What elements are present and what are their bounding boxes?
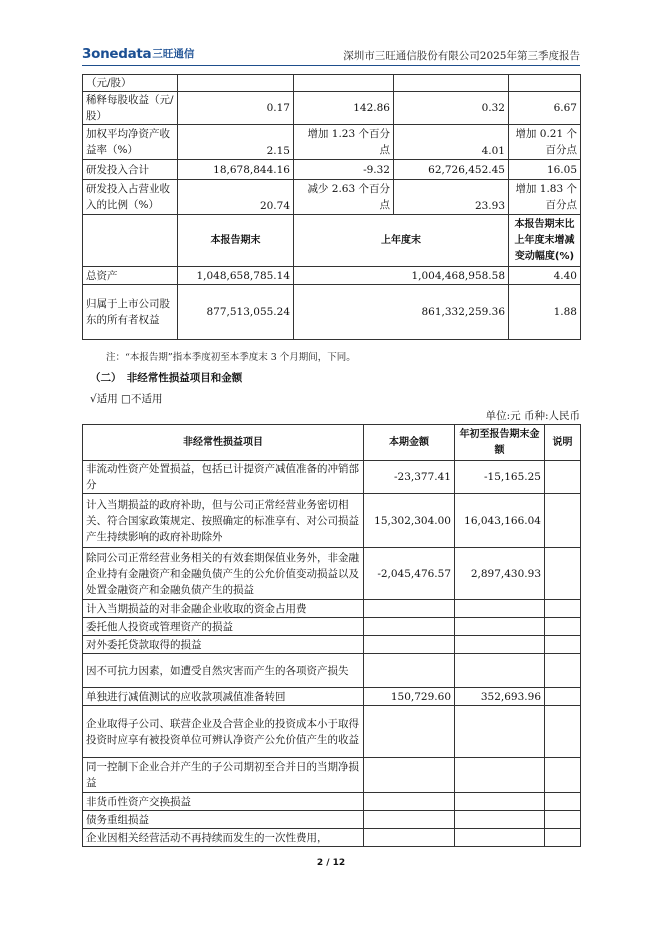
column-header: 本报告期末 [178,215,294,267]
table-row [83,494,581,548]
ytd-amount: 2,897,430.93 [455,548,545,600]
note-cell [545,494,581,548]
logo-chinese-name: 三旺通信 [152,48,195,60]
current-amount [364,618,455,636]
item-label: 对外委托贷款取得的损益 [83,636,364,654]
table-row [83,548,581,600]
current-amount: 15,302,304.00 [364,494,455,548]
cell-value: 增加 1.83 个百分点 [509,180,581,215]
item-label: 债务重组损益 [83,811,364,829]
ytd-amount: 352,693.96 [455,688,545,706]
cell-value: 18,678,844.16 [178,160,294,180]
report-title: 深圳市三旺通信股份有限公司2025年第三季度报告 [343,50,580,62]
cell-value: 增加 1.23 个百分点 [294,125,394,160]
table-row [83,267,581,285]
note-cell [545,706,581,758]
note-cell [545,829,581,847]
ytd-amount [455,829,545,847]
ytd-amount [455,618,545,636]
cell-value: 4.01 [394,125,509,160]
table-row [83,180,581,215]
note-cell [545,758,581,793]
table-row [83,688,581,706]
non-recurring-gains-table [82,424,581,847]
table-row [83,636,581,654]
row-label: 总资产 [83,267,178,285]
cell-value: 861,332,259.36 [294,285,509,340]
cell-value: 142.86 [294,92,394,125]
ytd-amount [455,811,545,829]
row-label: 稀释每股收益（元/股） [83,92,178,125]
table-subheader-row [83,215,581,267]
section-heading: （二） 非经常性损益项目和金额 [90,372,243,384]
cell-value: 1,004,468,958.58 [294,267,509,285]
item-label: 委托他人投资或管理资产的损益 [83,618,364,636]
note-cell [545,793,581,811]
ytd-amount [455,654,545,688]
cell-value: 877,513,055.24 [178,285,294,340]
table-row [83,92,581,125]
ytd-amount [455,636,545,654]
cell-value: 20.74 [178,180,294,215]
table-row [83,706,581,758]
note-cell [545,461,581,494]
column-header: 年初至报告期末金额 [455,425,545,461]
table-footnote: 注：“本报告期”指本季度初至本季度末 3 个月期间，下同。 [106,352,356,363]
note-cell [545,654,581,688]
table-row [83,125,581,160]
column-header: 本报告期末比上年度末增减变动幅度(%) [509,215,581,267]
table-row [83,793,581,811]
table-row [83,461,581,494]
current-amount [364,829,455,847]
row-label: 归属于上市公司股东的所有者权益 [83,285,178,340]
note-cell [545,548,581,600]
cell-value: 16.05 [509,160,581,180]
ytd-amount [455,600,545,618]
cell-value: 减少 2.63 个百分点 [294,180,394,215]
column-header: 上年度末 [294,215,509,267]
item-label: 单独进行减值测试的应收款项减值准备转回 [83,688,364,706]
logo-wordmark: 3onedata [82,46,152,62]
column-header: 本期金额 [364,425,455,461]
table-row [83,75,581,92]
cell-value: 0.32 [394,92,509,125]
item-label: 非流动性资产处置损益，包括已计提资产减值准备的冲销部分 [83,461,364,494]
applicability-indicator: √适用 □不适用 [90,393,163,405]
current-amount [364,758,455,793]
current-amount [364,811,455,829]
table-row [83,758,581,793]
item-label: 计入当期损益的对非金融企业收取的资金占用费 [83,600,364,618]
page-header [82,44,580,66]
ytd-amount [455,706,545,758]
item-label: 非货币性资产交换损益 [83,793,364,811]
page-number: 2 / 12 [316,858,346,868]
row-label: 研发投入合计 [83,160,178,180]
cell-value: 1.88 [509,285,581,340]
current-amount [364,706,455,758]
cell-value: 2.15 [178,125,294,160]
column-header: 非经常性损益项目 [83,425,364,461]
item-label: 同一控制下企业合并产生的子公司期初至合并日的当期净损益 [83,758,364,793]
item-label: 计入当期损益的政府补助，但与公司正常经营业务密切相关、符合国家政策规定、按照确定的标准享有、对公司损益产生持续影响的政府补助除外 [83,494,364,548]
current-amount [364,793,455,811]
ytd-amount [455,793,545,811]
table-row [83,654,581,688]
cell-value: 1,048,658,785.14 [178,267,294,285]
note-cell [545,811,581,829]
cell-value: 增加 0.21 个百分点 [509,125,581,160]
note-cell [545,618,581,636]
table-row [83,811,581,829]
table-row [83,618,581,636]
table-row [83,285,581,340]
current-amount: -2,045,476.57 [364,548,455,600]
financial-indicators-table [82,74,581,340]
note-cell [545,636,581,654]
cell-value: 4.40 [509,267,581,285]
cell-value: -9.32 [294,160,394,180]
ytd-amount: -15,165.25 [455,461,545,494]
current-amount [364,636,455,654]
column-header: 说明 [545,425,581,461]
note-cell [545,688,581,706]
row-label: （元/股） [83,75,178,92]
current-amount [364,600,455,618]
currency-unit-line: 单位:元 币种:人民币 [485,410,580,422]
item-label: 除同公司正常经营业务相关的有效套期保值业务外，非金融企业持有金融资产和金融负债产生的公允价值变动损益以及处置金融资产和金融负债产生的损益 [83,548,364,600]
cell-value: 62,726,452.45 [394,160,509,180]
item-label: 企业因相关经营活动不再持续而发生的一次性费用， [83,829,364,847]
table-row [83,600,581,618]
table-row [83,829,581,847]
row-label: 研发投入占营业收入的比例（%） [83,180,178,215]
ytd-amount: 16,043,166.04 [455,494,545,548]
current-amount: -23,377.41 [364,461,455,494]
cell-value: 0.17 [178,92,294,125]
table-row [83,160,581,180]
item-label: 因不可抗力因素，如遭受自然灾害而产生的各项资产损失 [83,654,364,688]
cell-value: 23.93 [394,180,509,215]
row-label: 加权平均净资产收益率（%） [83,125,178,160]
current-amount: 150,729.60 [364,688,455,706]
table-header-row [83,425,581,461]
item-label: 企业取得子公司、联营企业及合营企业的投资成本小于取得投资时应享有被投资单位可辨认净资产公允价值产生的收益 [83,706,364,758]
company-logo [82,46,194,62]
current-amount [364,654,455,688]
note-cell [545,600,581,618]
ytd-amount [455,758,545,793]
cell-value: 6.67 [509,92,581,125]
